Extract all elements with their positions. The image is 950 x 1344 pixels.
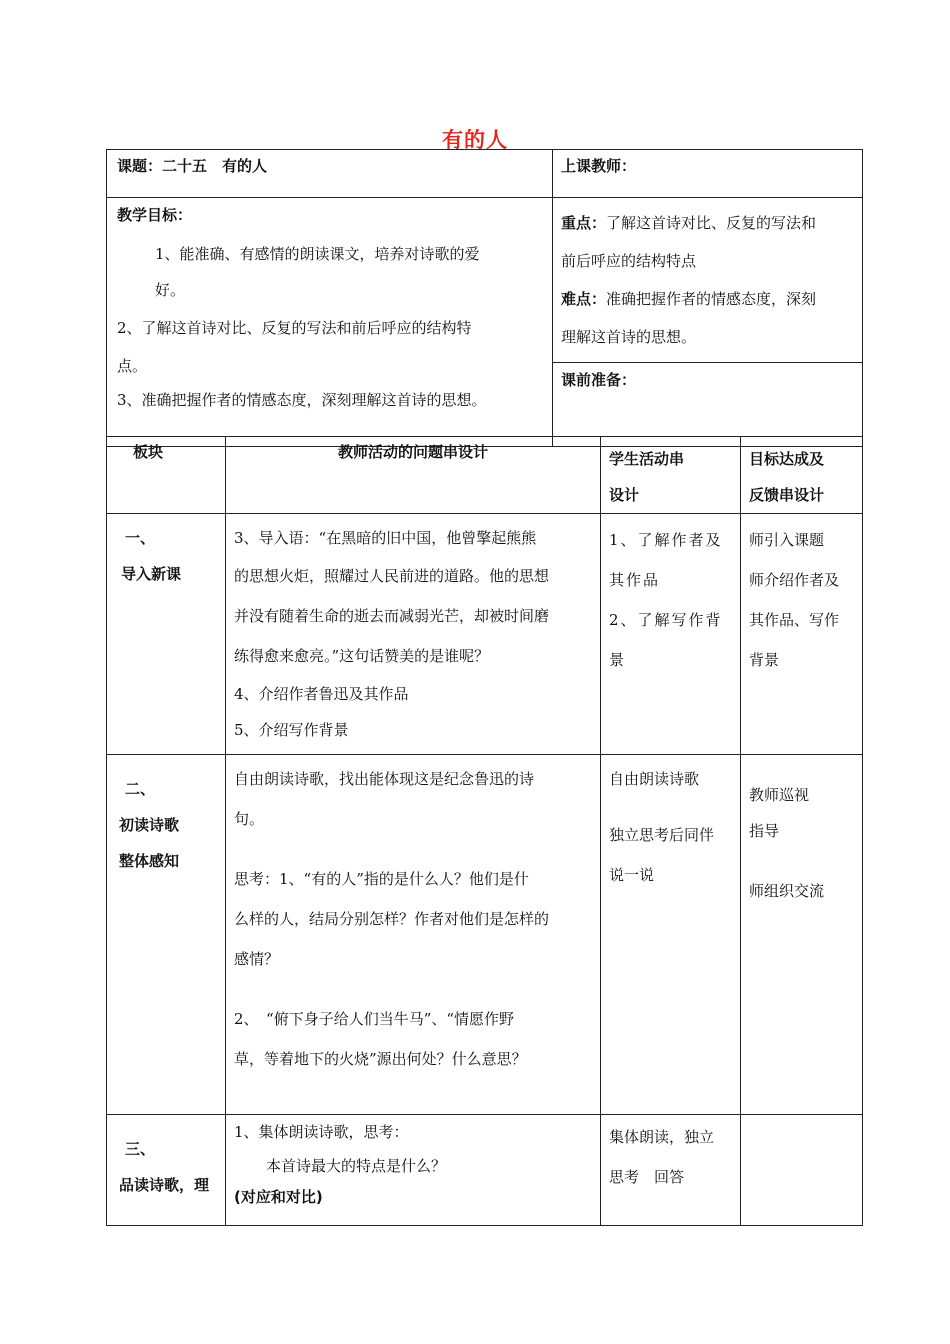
prep-cell <box>553 363 863 447</box>
topic-value: 二十五 有的人 <box>162 157 268 175</box>
objective-item: 3、准确把握作者的情感态度，深刻理解这首诗的思想。 <box>117 391 487 409</box>
objective-item: 点。 <box>117 357 148 375</box>
student-activity: 其作品 <box>609 571 661 589</box>
teacher-activity: 4、介绍作者鲁迅及其作品 <box>234 685 409 703</box>
table-row <box>107 1115 863 1226</box>
teacher-activity: 本首诗最大的特点是什么？ <box>266 1157 447 1175</box>
teacher-activity: 的思想火炬，照耀过人民前进的道路。他的思想 <box>234 567 550 585</box>
objectives-cell <box>107 198 553 447</box>
feedback-item: 指导 <box>749 822 780 840</box>
teacher-activity: 3、导入语：“在黑暗的旧中国，他曾擎起熊熊 <box>234 529 537 547</box>
key-points-cell <box>553 198 863 363</box>
feedback-empty-cell <box>741 1115 863 1226</box>
teacher-activity: 5、介绍写作背景 <box>234 721 349 739</box>
feedback-item: 师引入课题 <box>749 531 825 549</box>
teacher-activity: 草，等着地下的火烧”源出何处？什么意思？ <box>234 1050 527 1068</box>
column-header: 板块 <box>133 443 164 461</box>
teacher-activity: 2、 “俯下身子给人们当牛马”、“情愿作野 <box>234 1010 515 1028</box>
feedback-item: 师介绍作者及 <box>749 571 840 589</box>
section-title: 品读诗歌，理 <box>119 1176 210 1194</box>
teacher-activity: 练得愈来愈亮。”这句话赞美的是谁呢？ <box>234 647 490 665</box>
column-header: 学生活动串 <box>609 450 685 468</box>
topic-cell <box>107 150 553 198</box>
teacher-activity: 并没有随着生命的逝去而减弱光芒，却被时间磨 <box>234 607 550 625</box>
feedback-item: 其作品、写作 <box>749 611 840 629</box>
student-activity: 独立思考后同伴 <box>609 826 715 844</box>
feedback-item: 教师巡视 <box>749 786 810 804</box>
column-header: 目标达成及 <box>749 450 825 468</box>
topic-label: 课题： <box>117 157 163 175</box>
student-activity: 自由朗读诗歌 <box>609 770 700 788</box>
teacher-cell <box>553 150 863 198</box>
section-number: 二、 <box>125 780 156 798</box>
feedback-item: 师组织交流 <box>749 882 825 900</box>
column-header: 教师活动的问题串设计 <box>337 443 488 461</box>
table-row <box>107 514 863 755</box>
section-number: 一、 <box>125 529 156 547</box>
objectives-label: 教学目标： <box>117 206 193 224</box>
student-activity: 景 <box>609 651 627 669</box>
student-activity: 说一说 <box>609 866 655 884</box>
teacher-activity: 句。 <box>234 810 265 828</box>
student-activity: 集体朗读，独立 <box>609 1128 715 1146</box>
table-header-row <box>107 437 863 514</box>
teacher-activity: 自由朗读诗歌，找出能体现这是纪念鲁迅的诗 <box>234 770 535 788</box>
section-title: 初读诗歌 <box>119 816 180 834</box>
section-number: 三、 <box>125 1140 156 1158</box>
lesson-info-table <box>106 149 863 447</box>
objective-item: 好。 <box>155 281 186 299</box>
teacher-activity: 么样的人，结局分别怎样？作者对他们是怎样的 <box>234 910 550 928</box>
key-text: 了解这首诗对比、反复的写法和 <box>606 214 817 232</box>
difficult-text: 理解这首诗的思想。 <box>561 328 697 346</box>
section-title: 整体感知 <box>119 852 180 870</box>
teacher-activity: 感情？ <box>234 950 280 968</box>
table-row <box>107 755 863 1115</box>
objective-item: 1、能准确、有感情的朗读课文，培养对诗歌的爱 <box>155 245 480 263</box>
teacher-activity: 1、集体朗读诗歌，思考： <box>234 1123 409 1141</box>
objective-item: 2、了解这首诗对比、反复的写法和前后呼应的结构特 <box>117 319 472 337</box>
key-label: 重点： <box>561 214 607 232</box>
teacher-activity: (对应和对比) <box>234 1188 323 1206</box>
teacher-activity: 思考：1、“有的人”指的是什么人？他们是什 <box>234 870 529 888</box>
key-text: 前后呼应的结构特点 <box>561 252 697 270</box>
prep-label: 课前准备： <box>561 371 637 389</box>
difficult-label: 难点： <box>561 290 607 308</box>
student-activity: 思考 回答 <box>609 1168 685 1186</box>
section-title: 导入新课 <box>121 565 182 583</box>
teacher-label: 上课教师： <box>561 157 637 175</box>
activity-table <box>106 436 863 1226</box>
column-header: 设计 <box>609 486 640 504</box>
page-title: 有的人 <box>442 128 508 152</box>
difficult-text: 准确把握作者的情感态度，深刻 <box>606 290 817 308</box>
student-activity: 1、了解作者及 <box>609 531 723 549</box>
column-header: 反馈串设计 <box>749 486 825 504</box>
student-activity: 2、了解写作背 <box>609 611 723 629</box>
feedback-item: 背景 <box>749 651 780 669</box>
